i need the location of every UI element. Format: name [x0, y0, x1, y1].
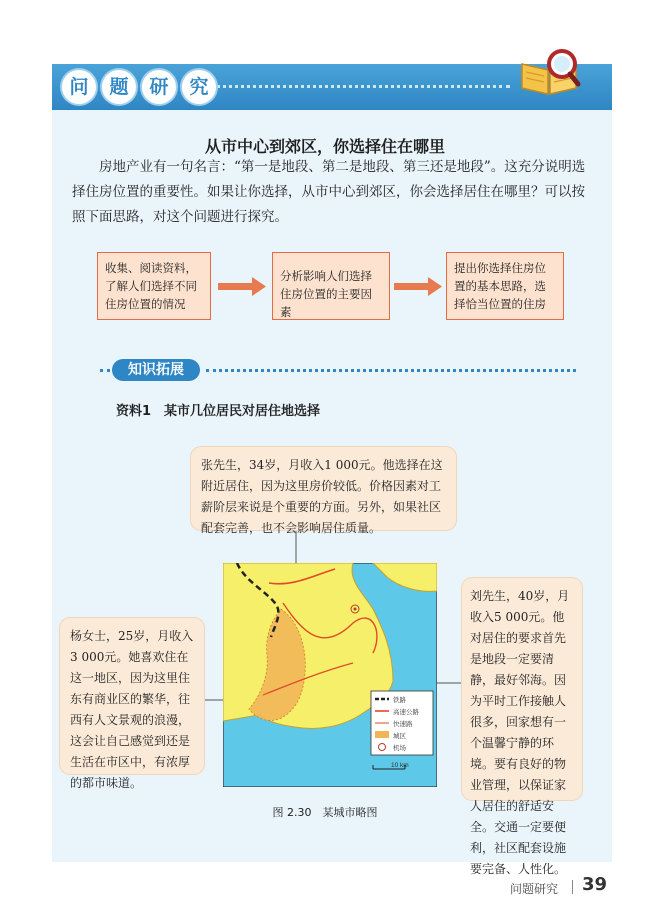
material-heading: 资料1 某市几位居民对居住地选择 [116, 404, 321, 419]
callout-yang: 杨女士，25岁，月收入3 000元。她喜欢住在这一地区，因为这里住东有商业区的繁华，往西有人文景观的浪漫，这会让自己感觉到还是生活在市区中，有浓厚的都市味道。 [60, 618, 204, 774]
city-map [223, 563, 437, 787]
footer-divider [572, 880, 573, 894]
callout-liu: 刘先生，40岁，月收入5 000元。他对居住的要求首先是地段一定要清静，最好邻海。因为平时工作接触人很多，回家想有一个温馨宁静的环境。要有良好的物业管理，以保证家人居住的舒适安全。交通一定要便利，社区配套设施要完备、人性化。 [462, 578, 582, 800]
figure-caption: 图 2.30 某城市略图 [272, 806, 378, 819]
page-number: 39 [582, 874, 608, 895]
section-label: 知识拓展 [112, 359, 200, 381]
footer-section-label: 问题研究 [510, 882, 559, 896]
flow-step-1: 收集、阅读资料，了解人们选择不同住房位置的情况 [97, 252, 211, 320]
legend-label: 机场 [393, 745, 406, 752]
legend-label: 高速公路 [393, 709, 419, 716]
title-char: 问 [62, 70, 96, 104]
callout-zhang: 张先生，34岁，月收入1 000元。他选择在这附近居住，因为这里房价较低。价格因素对工薪阶层来说是个重要的方面。另外，如果社区配套完善，也不会影响居住质量。 [191, 447, 456, 530]
flow-step-3: 提出你选择住房位置的基本思路，选择恰当位置的住房 [446, 252, 564, 320]
title-char: 题 [102, 70, 136, 104]
legend-label: 城区 [393, 733, 406, 740]
intro-paragraph: 房地产业有一句名言：“第一是地段、第二是地段、第三还是地段”。这充分说明选择住房位置的重要性。如果让你选择，从市中心到郊区，你会选择居住在哪里？可以按照下面思路，对这个问题进行探究。 [72, 159, 586, 225]
scale-label: 10 km [391, 762, 409, 769]
legend-label: 快速路 [393, 721, 413, 728]
page-title: 从市中心到郊区，你选择住在哪里 [204, 137, 445, 156]
legend-label: 铁路 [393, 697, 406, 704]
flow-step-2: 分析影响人们选择住房位置的主要因素 [272, 252, 390, 320]
title-char: 究 [182, 70, 216, 104]
title-char: 研 [142, 70, 176, 104]
